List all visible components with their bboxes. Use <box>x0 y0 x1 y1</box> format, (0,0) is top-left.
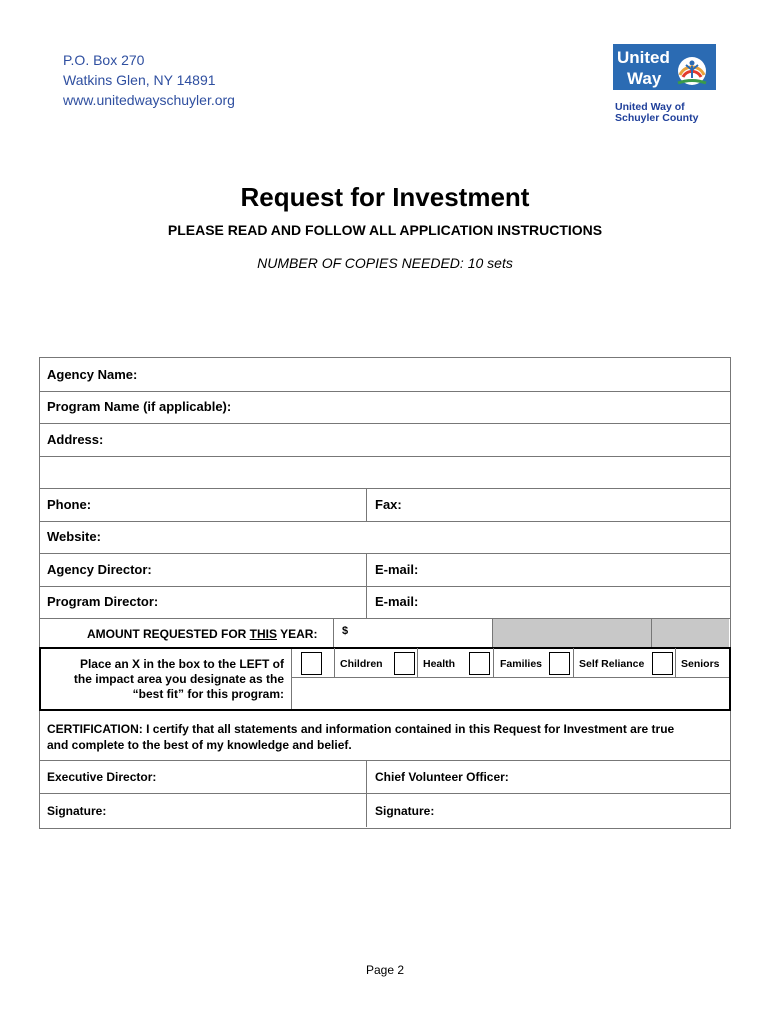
program-director-label: Program Director: <box>47 594 159 609</box>
amount-shaded-cell-1 <box>493 619 651 647</box>
agency-director-email-label: E-mail: <box>375 562 419 577</box>
program-name-label: Program Name (if applicable): <box>47 399 232 414</box>
certification-line-1: CERTIFICATION: I certify that all statements and information contained in this Request for Investment are true <box>47 722 675 736</box>
logo-text-line-1: United <box>617 48 670 67</box>
united-way-logo-icon <box>613 44 716 90</box>
families-checkbox[interactable] <box>469 652 490 675</box>
website-text: www.unitedwayschuyler.org <box>63 92 235 108</box>
website-label: Website: <box>47 529 101 544</box>
amount-suffix: YEAR: <box>277 627 318 641</box>
executive-director-label: Executive Director: <box>47 770 157 784</box>
impact-area-instructions <box>44 657 284 702</box>
agency-director-label: Agency Director: <box>47 562 152 577</box>
families-option-label: Families <box>500 658 543 670</box>
dollar-sign: $ <box>342 625 349 637</box>
amount-shaded-cell-2 <box>652 619 729 647</box>
united-way-logo <box>613 44 718 124</box>
logo-caption-line-2: Schuyler County <box>615 112 699 124</box>
return-address <box>63 50 235 110</box>
program-director-email-label: E-mail: <box>375 594 419 609</box>
logo-text-line-2: Way <box>627 69 662 88</box>
seniors-checkbox[interactable] <box>652 652 673 675</box>
impact-line-3: “best fit” for this program: <box>132 687 284 701</box>
page-number: Page 2 <box>365 963 405 977</box>
signature-right-label: Signature: <box>375 804 435 818</box>
instructions-heading: PLEASE READ AND FOLLOW ALL APPLICATION INSTRUCTIONS <box>167 222 603 238</box>
page-title: Request for Investment <box>240 182 530 212</box>
fax-label: Fax: <box>375 497 402 512</box>
address-line-2: Watkins Glen, NY 14891 <box>63 72 216 88</box>
amount-prefix: AMOUNT REQUESTED FOR <box>87 627 250 641</box>
logo-caption-line-1: United Way of <box>615 101 685 113</box>
address-line-1: P.O. Box 270 <box>63 52 145 68</box>
health-checkbox[interactable] <box>394 652 415 675</box>
impact-line-2: the impact area you designate as the <box>73 672 284 686</box>
self-reliance-checkbox[interactable] <box>549 652 570 675</box>
health-option-label: Health <box>423 658 456 670</box>
seniors-option-label: Seniors <box>681 658 720 670</box>
amount-this: THIS <box>249 627 278 641</box>
logo-caption <box>615 102 718 124</box>
self-reliance-option-label: Self Reliance <box>579 658 645 670</box>
address-label: Address: <box>47 432 104 447</box>
chief-volunteer-officer-label: Chief Volunteer Officer: <box>375 770 509 784</box>
certification-text <box>47 721 674 753</box>
signature-left-label: Signature: <box>47 804 107 818</box>
certification-line-2: and complete to the best of my knowledge and belief. <box>47 738 352 752</box>
agency-name-label: Agency Name: <box>47 367 138 382</box>
form-border <box>39 357 731 829</box>
impact-line-1: Place an X in the box to the LEFT of <box>79 657 284 671</box>
phone-label: Phone: <box>47 497 92 512</box>
amount-requested-label <box>87 627 317 641</box>
children-checkbox[interactable] <box>301 652 322 675</box>
copies-needed: NUMBER OF COPIES NEEDED: 10 sets <box>257 255 513 271</box>
children-option-label: Children <box>340 658 383 670</box>
